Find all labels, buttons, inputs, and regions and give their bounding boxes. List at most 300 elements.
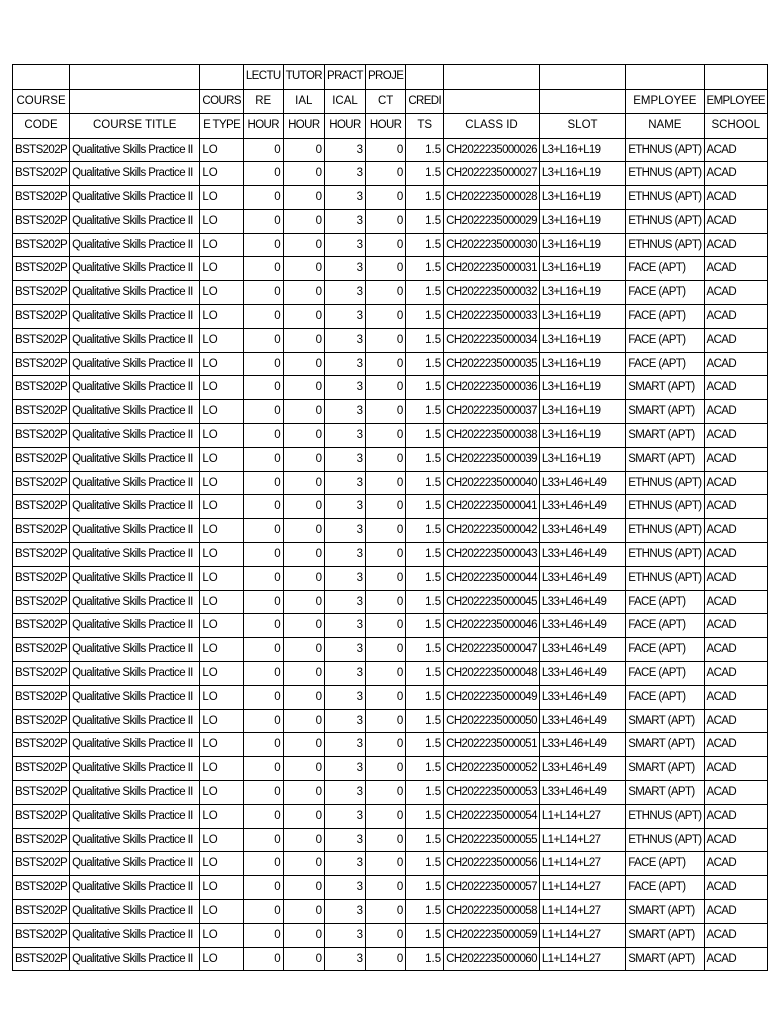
cell-tutorial-hour: 0 [283, 900, 324, 924]
cell-class-id: CH2022235000056 [444, 852, 540, 876]
cell-lecture-hour: 0 [243, 519, 283, 543]
header-course-type [200, 65, 244, 90]
cell-course-title: Qualitative Skills Practice II [70, 305, 200, 329]
cell-credits: 1.5 [406, 733, 444, 757]
header-project-hour: HOUR [365, 114, 405, 139]
table-row [13, 852, 768, 876]
cell-project-hour: 0 [365, 209, 405, 233]
cell-course-type: LO [200, 400, 244, 424]
cell-credits: 1.5 [406, 447, 444, 471]
cell-course-title: Qualitative Skills Practice II [70, 186, 200, 210]
cell-course-type: LO [200, 662, 244, 686]
cell-slot: L33+L46+L49 [539, 781, 625, 805]
cell-course-code: BSTS202P [13, 424, 70, 448]
table-row [13, 352, 768, 376]
cell-slot: L33+L46+L49 [539, 614, 625, 638]
cell-practical-hour: 3 [325, 209, 366, 233]
cell-course-type: LO [200, 519, 244, 543]
cell-course-type: LO [200, 424, 244, 448]
cell-practical-hour: 3 [325, 495, 366, 519]
cell-lecture-hour: 0 [243, 376, 283, 400]
cell-employee-school: ACAD [704, 495, 768, 519]
cell-slot: L3+L16+L19 [539, 424, 625, 448]
cell-practical-hour: 3 [325, 400, 366, 424]
cell-employee-name: SMART (APT) [626, 947, 704, 971]
cell-lecture-hour: 0 [243, 233, 283, 257]
header-course-code [13, 65, 70, 90]
cell-employee-name: FACE (APT) [626, 662, 704, 686]
cell-course-code: BSTS202P [13, 566, 70, 590]
cell-class-id: CH2022235000057 [444, 876, 540, 900]
header-class-id [444, 65, 540, 90]
cell-project-hour: 0 [365, 828, 405, 852]
table-row [13, 519, 768, 543]
cell-credits: 1.5 [406, 352, 444, 376]
cell-practical-hour: 3 [325, 781, 366, 805]
cell-project-hour: 0 [365, 281, 405, 305]
cell-employee-name: SMART (APT) [626, 900, 704, 924]
cell-employee-name: SMART (APT) [626, 376, 704, 400]
cell-class-id: CH2022235000042 [444, 519, 540, 543]
cell-project-hour: 0 [365, 257, 405, 281]
cell-lecture-hour: 0 [243, 900, 283, 924]
header-course-title [70, 89, 200, 114]
cell-course-type: LO [200, 328, 244, 352]
cell-course-code: BSTS202P [13, 233, 70, 257]
cell-credits: 1.5 [406, 495, 444, 519]
table-row [13, 233, 768, 257]
cell-course-code: BSTS202P [13, 709, 70, 733]
cell-credits: 1.5 [406, 186, 444, 210]
cell-project-hour: 0 [365, 852, 405, 876]
header-slot [539, 65, 625, 90]
cell-project-hour: 0 [365, 757, 405, 781]
cell-tutorial-hour: 0 [283, 804, 324, 828]
cell-lecture-hour: 0 [243, 138, 283, 162]
cell-tutorial-hour: 0 [283, 138, 324, 162]
cell-course-code: BSTS202P [13, 138, 70, 162]
cell-course-title: Qualitative Skills Practice II [70, 923, 200, 947]
table-row [13, 638, 768, 662]
cell-credits: 1.5 [406, 685, 444, 709]
cell-credits: 1.5 [406, 590, 444, 614]
table-row [13, 709, 768, 733]
cell-employee-name: FACE (APT) [626, 614, 704, 638]
cell-project-hour: 0 [365, 376, 405, 400]
cell-practical-hour: 3 [325, 900, 366, 924]
cell-class-id: CH2022235000052 [444, 757, 540, 781]
cell-slot: L3+L16+L19 [539, 233, 625, 257]
cell-slot: L1+L14+L27 [539, 852, 625, 876]
table-row [13, 162, 768, 186]
cell-course-code: BSTS202P [13, 900, 70, 924]
cell-course-type: LO [200, 471, 244, 495]
cell-employee-school: ACAD [704, 923, 768, 947]
header-project-hour: PROJE [365, 65, 405, 90]
cell-employee-name: SMART (APT) [626, 757, 704, 781]
cell-project-hour: 0 [365, 138, 405, 162]
header-course-type: COURS [200, 89, 244, 114]
cell-class-id: CH2022235000053 [444, 781, 540, 805]
cell-slot: L1+L14+L27 [539, 900, 625, 924]
cell-employee-name: ETHNUS (APT) [626, 566, 704, 590]
cell-tutorial-hour: 0 [283, 305, 324, 329]
table-row [13, 447, 768, 471]
cell-practical-hour: 3 [325, 828, 366, 852]
cell-lecture-hour: 0 [243, 757, 283, 781]
header-class-id [444, 89, 540, 114]
cell-project-hour: 0 [365, 614, 405, 638]
cell-slot: L33+L46+L49 [539, 685, 625, 709]
cell-employee-name: ETHNUS (APT) [626, 804, 704, 828]
cell-credits: 1.5 [406, 543, 444, 567]
cell-employee-name: ETHNUS (APT) [626, 495, 704, 519]
cell-course-title: Qualitative Skills Practice II [70, 233, 200, 257]
cell-tutorial-hour: 0 [283, 757, 324, 781]
header-course-type: E TYPE [200, 114, 244, 139]
cell-project-hour: 0 [365, 162, 405, 186]
cell-course-title: Qualitative Skills Practice II [70, 566, 200, 590]
header-employee-name [626, 65, 704, 90]
cell-project-hour: 0 [365, 900, 405, 924]
cell-tutorial-hour: 0 [283, 376, 324, 400]
cell-course-code: BSTS202P [13, 733, 70, 757]
cell-course-code: BSTS202P [13, 447, 70, 471]
cell-credits: 1.5 [406, 781, 444, 805]
cell-tutorial-hour: 0 [283, 590, 324, 614]
cell-slot: L3+L16+L19 [539, 352, 625, 376]
cell-practical-hour: 3 [325, 590, 366, 614]
cell-lecture-hour: 0 [243, 447, 283, 471]
table-row [13, 471, 768, 495]
header-slot: SLOT [539, 114, 625, 139]
table-row [13, 281, 768, 305]
cell-employee-school: ACAD [704, 566, 768, 590]
cell-tutorial-hour: 0 [283, 352, 324, 376]
cell-course-title: Qualitative Skills Practice II [70, 709, 200, 733]
cell-employee-school: ACAD [704, 471, 768, 495]
cell-employee-school: ACAD [704, 424, 768, 448]
cell-employee-name: SMART (APT) [626, 400, 704, 424]
cell-course-type: LO [200, 186, 244, 210]
header-course-title [70, 65, 200, 90]
cell-class-id: CH2022235000028 [444, 186, 540, 210]
cell-project-hour: 0 [365, 233, 405, 257]
cell-tutorial-hour: 0 [283, 709, 324, 733]
cell-employee-school: ACAD [704, 852, 768, 876]
cell-course-title: Qualitative Skills Practice II [70, 352, 200, 376]
cell-class-id: CH2022235000027 [444, 162, 540, 186]
cell-tutorial-hour: 0 [283, 543, 324, 567]
cell-project-hour: 0 [365, 662, 405, 686]
table-row [13, 733, 768, 757]
cell-employee-name: FACE (APT) [626, 352, 704, 376]
table-row [13, 781, 768, 805]
cell-class-id: CH2022235000059 [444, 923, 540, 947]
cell-project-hour: 0 [365, 804, 405, 828]
cell-tutorial-hour: 0 [283, 638, 324, 662]
cell-class-id: CH2022235000031 [444, 257, 540, 281]
cell-course-title: Qualitative Skills Practice II [70, 852, 200, 876]
cell-lecture-hour: 0 [243, 923, 283, 947]
cell-course-type: LO [200, 852, 244, 876]
cell-employee-school: ACAD [704, 376, 768, 400]
header-employee-school [704, 65, 768, 90]
header-credits [406, 65, 444, 90]
cell-credits: 1.5 [406, 709, 444, 733]
cell-course-code: BSTS202P [13, 281, 70, 305]
cell-project-hour: 0 [365, 923, 405, 947]
cell-lecture-hour: 0 [243, 566, 283, 590]
cell-lecture-hour: 0 [243, 281, 283, 305]
cell-employee-school: ACAD [704, 685, 768, 709]
cell-course-title: Qualitative Skills Practice II [70, 257, 200, 281]
cell-credits: 1.5 [406, 566, 444, 590]
cell-practical-hour: 3 [325, 614, 366, 638]
cell-course-type: LO [200, 757, 244, 781]
cell-class-id: CH2022235000047 [444, 638, 540, 662]
header-course-code: CODE [13, 114, 70, 139]
cell-slot: L3+L16+L19 [539, 209, 625, 233]
cell-practical-hour: 3 [325, 566, 366, 590]
cell-employee-school: ACAD [704, 233, 768, 257]
cell-course-code: BSTS202P [13, 305, 70, 329]
cell-course-code: BSTS202P [13, 186, 70, 210]
cell-class-id: CH2022235000043 [444, 543, 540, 567]
cell-course-code: BSTS202P [13, 876, 70, 900]
cell-slot: L33+L46+L49 [539, 638, 625, 662]
cell-employee-school: ACAD [704, 828, 768, 852]
cell-slot: L1+L14+L27 [539, 876, 625, 900]
cell-practical-hour: 3 [325, 733, 366, 757]
cell-tutorial-hour: 0 [283, 566, 324, 590]
cell-course-code: BSTS202P [13, 328, 70, 352]
cell-employee-school: ACAD [704, 328, 768, 352]
table-row [13, 590, 768, 614]
cell-tutorial-hour: 0 [283, 400, 324, 424]
cell-tutorial-hour: 0 [283, 923, 324, 947]
cell-project-hour: 0 [365, 305, 405, 329]
cell-practical-hour: 3 [325, 757, 366, 781]
cell-tutorial-hour: 0 [283, 828, 324, 852]
cell-employee-school: ACAD [704, 757, 768, 781]
cell-practical-hour: 3 [325, 685, 366, 709]
cell-credits: 1.5 [406, 900, 444, 924]
cell-course-title: Qualitative Skills Practice II [70, 900, 200, 924]
cell-class-id: CH2022235000051 [444, 733, 540, 757]
cell-slot: L3+L16+L19 [539, 281, 625, 305]
cell-class-id: CH2022235000030 [444, 233, 540, 257]
header-tutorial-hour: IAL [283, 89, 324, 114]
cell-credits: 1.5 [406, 305, 444, 329]
cell-project-hour: 0 [365, 733, 405, 757]
cell-tutorial-hour: 0 [283, 233, 324, 257]
cell-class-id: CH2022235000026 [444, 138, 540, 162]
table-row [13, 566, 768, 590]
cell-lecture-hour: 0 [243, 733, 283, 757]
cell-employee-name: ETHNUS (APT) [626, 233, 704, 257]
cell-class-id: CH2022235000032 [444, 281, 540, 305]
cell-employee-school: ACAD [704, 733, 768, 757]
cell-employee-school: ACAD [704, 281, 768, 305]
cell-course-title: Qualitative Skills Practice II [70, 328, 200, 352]
cell-tutorial-hour: 0 [283, 209, 324, 233]
course-table [12, 64, 768, 971]
cell-course-code: BSTS202P [13, 162, 70, 186]
cell-course-code: BSTS202P [13, 495, 70, 519]
cell-project-hour: 0 [365, 352, 405, 376]
table-row [13, 186, 768, 210]
cell-credits: 1.5 [406, 328, 444, 352]
cell-credits: 1.5 [406, 757, 444, 781]
cell-course-type: LO [200, 138, 244, 162]
cell-project-hour: 0 [365, 876, 405, 900]
cell-slot: L3+L16+L19 [539, 400, 625, 424]
cell-project-hour: 0 [365, 447, 405, 471]
cell-tutorial-hour: 0 [283, 733, 324, 757]
cell-course-code: BSTS202P [13, 804, 70, 828]
cell-project-hour: 0 [365, 638, 405, 662]
cell-course-title: Qualitative Skills Practice II [70, 447, 200, 471]
cell-slot: L3+L16+L19 [539, 257, 625, 281]
cell-employee-name: ETHNUS (APT) [626, 519, 704, 543]
cell-employee-school: ACAD [704, 947, 768, 971]
cell-course-type: LO [200, 209, 244, 233]
cell-course-code: BSTS202P [13, 209, 70, 233]
cell-project-hour: 0 [365, 709, 405, 733]
table-row [13, 876, 768, 900]
cell-class-id: CH2022235000034 [444, 328, 540, 352]
cell-course-title: Qualitative Skills Practice II [70, 804, 200, 828]
header-row-1 [13, 65, 768, 90]
cell-employee-school: ACAD [704, 186, 768, 210]
header-lecture-hour: RE [243, 89, 283, 114]
header-employee-name: NAME [626, 114, 704, 139]
cell-lecture-hour: 0 [243, 852, 283, 876]
cell-slot: L1+L14+L27 [539, 804, 625, 828]
cell-lecture-hour: 0 [243, 947, 283, 971]
cell-employee-school: ACAD [704, 447, 768, 471]
cell-tutorial-hour: 0 [283, 614, 324, 638]
header-employee-school: EMPLOYEE [704, 89, 768, 114]
cell-course-code: BSTS202P [13, 923, 70, 947]
table-row [13, 138, 768, 162]
cell-course-title: Qualitative Skills Practice II [70, 638, 200, 662]
cell-tutorial-hour: 0 [283, 281, 324, 305]
cell-slot: L3+L16+L19 [539, 162, 625, 186]
cell-practical-hour: 3 [325, 447, 366, 471]
cell-credits: 1.5 [406, 233, 444, 257]
cell-course-title: Qualitative Skills Practice II [70, 281, 200, 305]
cell-project-hour: 0 [365, 781, 405, 805]
cell-course-title: Qualitative Skills Practice II [70, 614, 200, 638]
cell-credits: 1.5 [406, 828, 444, 852]
cell-employee-school: ACAD [704, 638, 768, 662]
header-credits: TS [406, 114, 444, 139]
cell-employee-school: ACAD [704, 519, 768, 543]
cell-lecture-hour: 0 [243, 209, 283, 233]
cell-credits: 1.5 [406, 281, 444, 305]
cell-practical-hour: 3 [325, 519, 366, 543]
cell-course-type: LO [200, 900, 244, 924]
cell-employee-name: ETHNUS (APT) [626, 162, 704, 186]
table-row [13, 400, 768, 424]
cell-slot: L33+L46+L49 [539, 495, 625, 519]
header-employee-name: EMPLOYEE [626, 89, 704, 114]
cell-course-type: LO [200, 495, 244, 519]
cell-practical-hour: 3 [325, 852, 366, 876]
cell-slot: L33+L46+L49 [539, 757, 625, 781]
cell-credits: 1.5 [406, 519, 444, 543]
cell-lecture-hour: 0 [243, 257, 283, 281]
cell-course-code: BSTS202P [13, 590, 70, 614]
cell-tutorial-hour: 0 [283, 328, 324, 352]
cell-practical-hour: 3 [325, 876, 366, 900]
cell-course-title: Qualitative Skills Practice II [70, 781, 200, 805]
cell-credits: 1.5 [406, 400, 444, 424]
cell-course-type: LO [200, 804, 244, 828]
cell-course-type: LO [200, 566, 244, 590]
cell-lecture-hour: 0 [243, 828, 283, 852]
cell-lecture-hour: 0 [243, 662, 283, 686]
cell-project-hour: 0 [365, 186, 405, 210]
cell-credits: 1.5 [406, 257, 444, 281]
table-row [13, 685, 768, 709]
cell-lecture-hour: 0 [243, 186, 283, 210]
cell-slot: L3+L16+L19 [539, 305, 625, 329]
cell-class-id: CH2022235000046 [444, 614, 540, 638]
header-lecture-hour: LECTU [243, 65, 283, 90]
cell-course-code: BSTS202P [13, 947, 70, 971]
header-row-3 [13, 114, 768, 139]
cell-lecture-hour: 0 [243, 876, 283, 900]
header-class-id: CLASS ID [444, 114, 540, 139]
cell-practical-hour: 3 [325, 257, 366, 281]
table-row [13, 900, 768, 924]
cell-class-id: CH2022235000035 [444, 352, 540, 376]
cell-slot: L33+L46+L49 [539, 471, 625, 495]
header-slot [539, 89, 625, 114]
cell-course-type: LO [200, 257, 244, 281]
cell-class-id: CH2022235000033 [444, 305, 540, 329]
cell-employee-school: ACAD [704, 138, 768, 162]
cell-credits: 1.5 [406, 804, 444, 828]
cell-practical-hour: 3 [325, 709, 366, 733]
table-row [13, 424, 768, 448]
cell-course-title: Qualitative Skills Practice II [70, 471, 200, 495]
table-row [13, 828, 768, 852]
cell-lecture-hour: 0 [243, 471, 283, 495]
cell-class-id: CH2022235000054 [444, 804, 540, 828]
cell-employee-name: FACE (APT) [626, 281, 704, 305]
cell-credits: 1.5 [406, 852, 444, 876]
cell-class-id: CH2022235000038 [444, 424, 540, 448]
header-lecture-hour: HOUR [243, 114, 283, 139]
cell-class-id: CH2022235000058 [444, 900, 540, 924]
cell-slot: L33+L46+L49 [539, 543, 625, 567]
cell-lecture-hour: 0 [243, 162, 283, 186]
header-project-hour: CT [365, 89, 405, 114]
cell-lecture-hour: 0 [243, 709, 283, 733]
cell-employee-name: ETHNUS (APT) [626, 828, 704, 852]
cell-employee-school: ACAD [704, 662, 768, 686]
cell-tutorial-hour: 0 [283, 447, 324, 471]
cell-course-code: BSTS202P [13, 471, 70, 495]
cell-employee-name: FACE (APT) [626, 852, 704, 876]
cell-course-code: BSTS202P [13, 400, 70, 424]
cell-course-code: BSTS202P [13, 662, 70, 686]
cell-project-hour: 0 [365, 424, 405, 448]
